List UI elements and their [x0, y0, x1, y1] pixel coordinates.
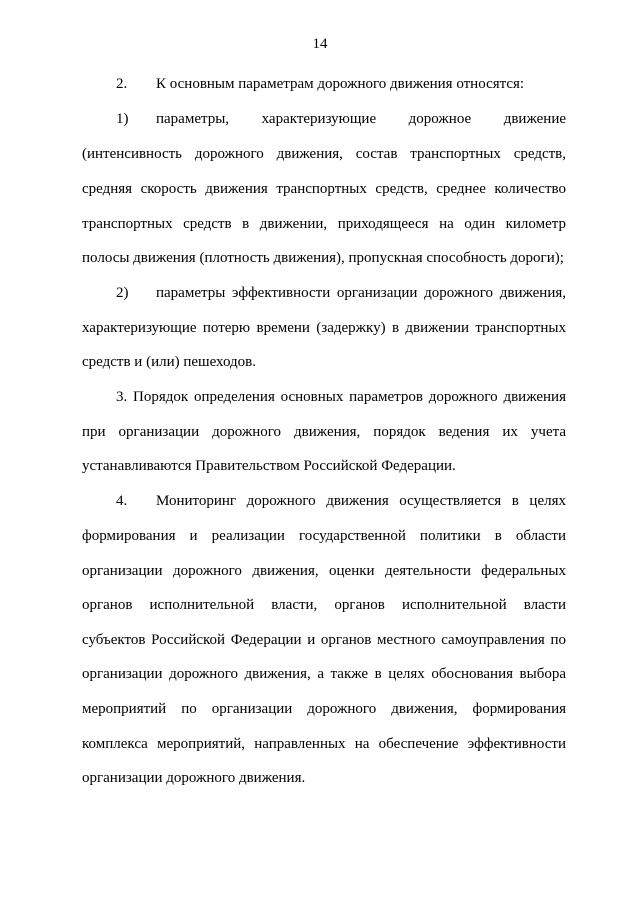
- paragraph-4-line: Мониторинг дорожного движения осуществляется в целях: [156, 493, 566, 509]
- item-2-line: параметры эффективности организации дорожного движения,: [156, 285, 566, 301]
- paragraph-4-line: комплекса мероприятий, направленных на обеспечение эффективности: [82, 736, 566, 752]
- paragraph-4-line: субъектов Российской Федерации и органов местного самоуправления по: [82, 632, 566, 648]
- paragraph-2-number: 2.: [116, 76, 128, 92]
- paragraph-3-line: при организации дорожного движения, порядок ведения их учета: [82, 424, 566, 440]
- paragraph-3-line: устанавливаются Правительством Российской Федерации.: [82, 458, 456, 474]
- item-2-line: характеризующие потерю времени (задержку) в движении транспортных: [82, 320, 566, 336]
- paragraph-2-line: К основным параметрам дорожного движения относятся:: [156, 76, 525, 92]
- paragraph-4-line: организации дорожного движения, оценки деятельности федеральных: [82, 563, 566, 579]
- paragraph-4-line: мероприятий по организации дорожного движения, формирования: [82, 701, 566, 717]
- item-1-line: средняя скорость движения транспортных средств, среднее количество: [82, 181, 566, 197]
- item-2-line: средств и (или) пешеходов.: [82, 354, 257, 370]
- page-number: 14: [312, 36, 328, 52]
- paragraph-4-line: организации дорожного движения, а также в целях обоснования выбора: [82, 666, 566, 682]
- paragraph-3-line: 3. Порядок определения основных параметров дорожного движения: [116, 389, 566, 405]
- item-1-line: параметры, характеризующие дорожное движение: [156, 111, 566, 127]
- paragraph-4-line: органов исполнительной власти, органов исполнительной власти: [82, 597, 566, 613]
- item-1-line: полосы движения (плотность движения), пропускная способность дороги);: [82, 250, 564, 266]
- paragraph-4-line: организации дорожного движения.: [82, 770, 306, 786]
- item-1-number: 1): [116, 111, 129, 127]
- paragraph-4-number: 4.: [116, 493, 128, 509]
- item-1-line: транспортных средств в движении, приходящееся на один километр: [82, 216, 566, 232]
- item-1-line: (интенсивность дорожного движения, состав транспортных средств,: [82, 146, 566, 162]
- item-2-number: 2): [116, 285, 129, 301]
- paragraph-4-line: формирования и реализации государственной политики в области: [82, 528, 566, 544]
